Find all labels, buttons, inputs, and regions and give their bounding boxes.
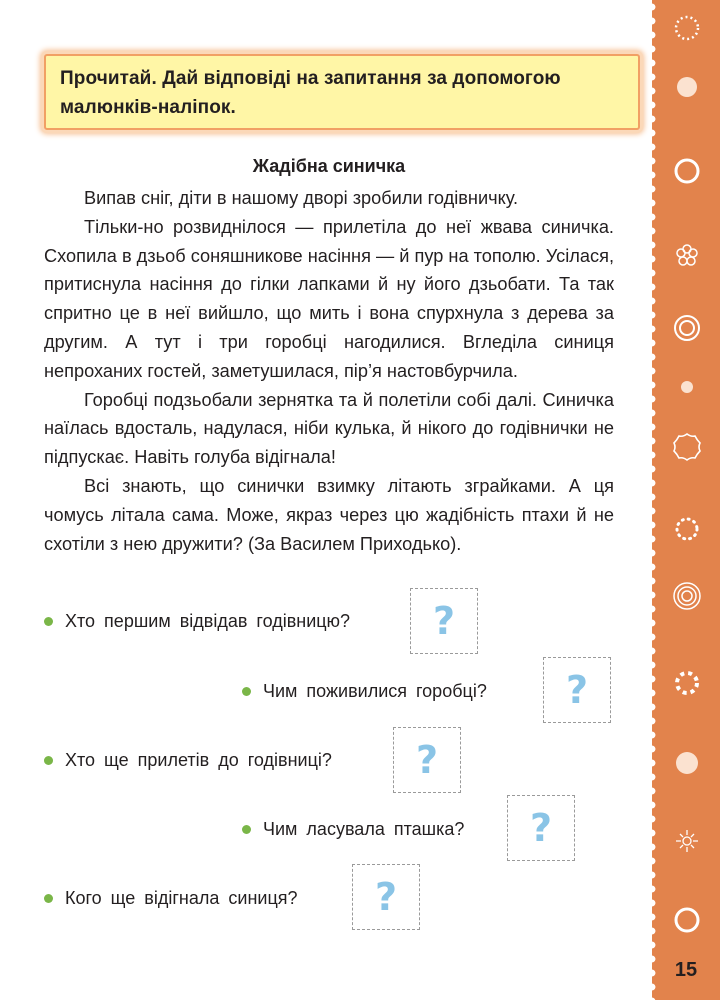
story-paragraph: Всі знають, що синички взимку літають зграйками. А ця чомусь літала сама. Може, якраз через цю жадібність птахи й не схотіли з нею дружити? (За Василем Приходько). [44,475,614,554]
question-text: Кого ще відігнала синиця? [65,888,298,908]
question-mark-icon: ? [529,806,553,850]
story-title: Жадібна синичка [252,156,406,176]
spiral-icon [672,826,702,856]
wavy-circle-icon [672,432,702,462]
story-paragraph: Горобці подзьобали зернятка та й полетіли собі далі. Синичка наїлась вдосталь, надулася, ніби кулька, й нікого до годівнички не підпускає. Навіть голуба відігнала! [44,389,614,468]
story-text [44,184,614,558]
instruction-line-2: малюнків-наліпок. [60,97,236,118]
bullet-icon [242,825,251,834]
bullet-icon [242,687,251,696]
ring-icon [672,905,702,935]
story-paragraph: Випав сніг, діти в нашому дворі зробили годівничку. [84,188,519,208]
bullet-icon [44,617,53,626]
question-mark-icon: ? [374,875,398,919]
question-mark-icon: ? [565,668,589,712]
story-paragraph: Тільки-но розвиднілося — прилетіла до неї жвава синичка. Схопила в дзьоб соняшникове насіння — й пур на тополю. Усілася, притиснула насіння до гілки лапками й ну його дзьобати. Та так спритно це в неї вийшло, що мить і вона спурхнула з дерева за другим. А тут і три горобці нагодилися. Вгледіла синиця непроханих гостей, заметушилася, пір’я настовбурчила. [44,216,614,381]
sticker-placeholder-5[interactable] [352,864,420,930]
question-4 [242,819,464,840]
perforation-edge [646,0,658,1000]
question-5 [44,888,298,909]
instruction-box [44,54,640,130]
question-text: Чим поживилися горобці? [263,681,487,701]
dashed-sun-icon [672,668,702,698]
sticker-placeholder-2[interactable] [543,657,611,723]
instruction-line-1: Прочитай. Дай відповіді на запитання за допомогою [60,68,561,89]
dotted-ring-icon [672,514,702,544]
question-2 [242,681,487,702]
question-mark-icon: ? [432,599,456,643]
flower-outline-icon [672,241,702,271]
target-ring-icon [672,313,702,343]
dotted-circle-icon [672,13,702,43]
question-text: Чим ласувала пташка? [263,819,465,839]
sticker-placeholder-1[interactable] [410,588,478,654]
page-number: 15 [674,959,698,981]
bullet-icon [44,894,53,903]
sticker-placeholder-3[interactable] [393,727,461,793]
question-1 [44,611,350,632]
question-text: Хто ще прилетів до годівниці? [65,750,332,770]
small-dot-icon [672,372,702,402]
question-mark-icon: ? [415,738,439,782]
ring-icon [672,156,702,186]
dot-icon [672,72,702,102]
dot-icon [672,748,702,778]
question-3 [44,750,332,771]
bullet-icon [44,756,53,765]
side-strip [652,0,720,1000]
question-text: Хто першим відвідав годівницю? [65,611,351,631]
concentric-rings-icon [672,581,702,611]
sticker-placeholder-4[interactable] [507,795,575,861]
